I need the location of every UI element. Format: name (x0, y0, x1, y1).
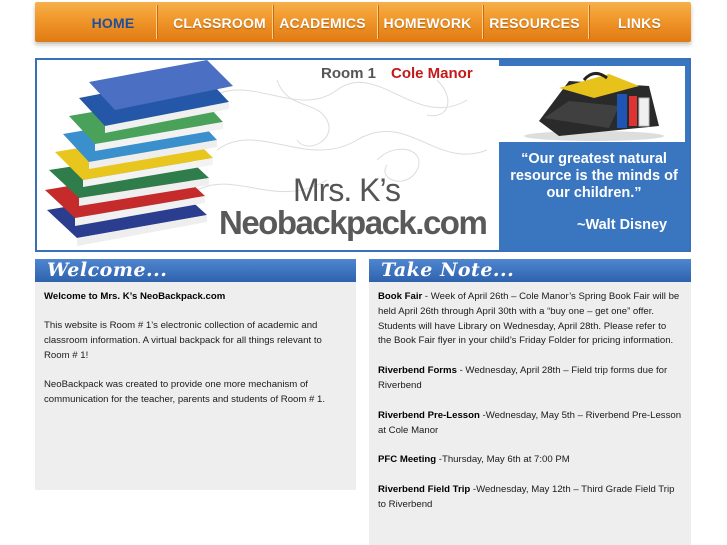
note-item-title: Riverbend Forms (378, 365, 457, 377)
backpack-photo (499, 66, 685, 142)
site-title-line2: Neobackpack.com (219, 204, 487, 241)
note-heading: Take Note... (381, 259, 515, 281)
note-item-text: - Wednesday, April 28th – Field trip forms due for Riverbend (378, 365, 668, 391)
nav-divider (156, 5, 157, 39)
nav-classroom[interactable]: CLASSROOM (173, 15, 266, 31)
note-item-text: -Thursday, May 6th at 7:00 PM (436, 454, 570, 466)
note-item-title: Book Fair (378, 291, 423, 302)
note-item-text: - Week of April 26th – Cole Manor’s Spring Book Fair will be held April 26th through April 30th with a “buy one – get one” offer. Students will have Library on Wednesday, April 28th. Please refer to the Book Fair flyer in your child’s Friday Folder for pricing information. (378, 291, 680, 347)
welcome-intro-text: Welcome to Mrs. K’s NeoBackpack.com (44, 291, 226, 302)
welcome-paragraph: This website is Room # 1’s electronic collection of academic and classroom information. A virtual backpack for all things relevant to Room # 1! (44, 320, 322, 361)
room-label: Room 1 (321, 65, 377, 82)
note-item (378, 409, 682, 439)
note-item (378, 290, 682, 349)
note-heading-bar (369, 259, 691, 282)
note-content (369, 282, 691, 545)
school-name: Cole Manor (391, 65, 473, 82)
note-item (378, 364, 682, 394)
note-item-title: Riverbend Pre-Lesson (378, 409, 480, 421)
note-item (378, 483, 682, 513)
note-item-text: -Wednesday, May 5th – Riverbend Pre-Lesson at Cole Manor (378, 409, 682, 436)
quote-text: “Our greatest natural resource is the minds of our children.” (510, 151, 678, 201)
welcome-intro (44, 290, 347, 305)
nav-home[interactable]: HOME (91, 15, 135, 31)
note-item (378, 453, 682, 468)
note-item-title: Riverbend Field Trip (378, 484, 471, 496)
quote-author: ~Walt Disney (577, 217, 668, 233)
note-item-text: -Wednesday, May 12th – Third Grade Field Trip to Riverbend (378, 484, 675, 510)
welcome-heading-bar (35, 259, 356, 282)
note-item-title: PFC Meeting (378, 454, 437, 466)
nav-links[interactable]: LINKS (618, 15, 661, 31)
nav-resources[interactable]: RESOURCES (489, 15, 580, 31)
welcome-paragraph: NeoBackpack was created to provide one more mechanism of communication for the teacher, parents and students of Room # 1. (44, 379, 326, 405)
nav-homework[interactable]: HOMEWORK (383, 15, 472, 31)
main-nav (35, 2, 691, 42)
welcome-content (35, 282, 356, 490)
nav-underline (35, 44, 691, 45)
header-banner (35, 58, 691, 252)
nav-academics[interactable]: ACADEMICS (279, 15, 366, 31)
welcome-heading: Welcome... (47, 259, 168, 281)
site-title-line1: Mrs. K’s (293, 172, 400, 208)
